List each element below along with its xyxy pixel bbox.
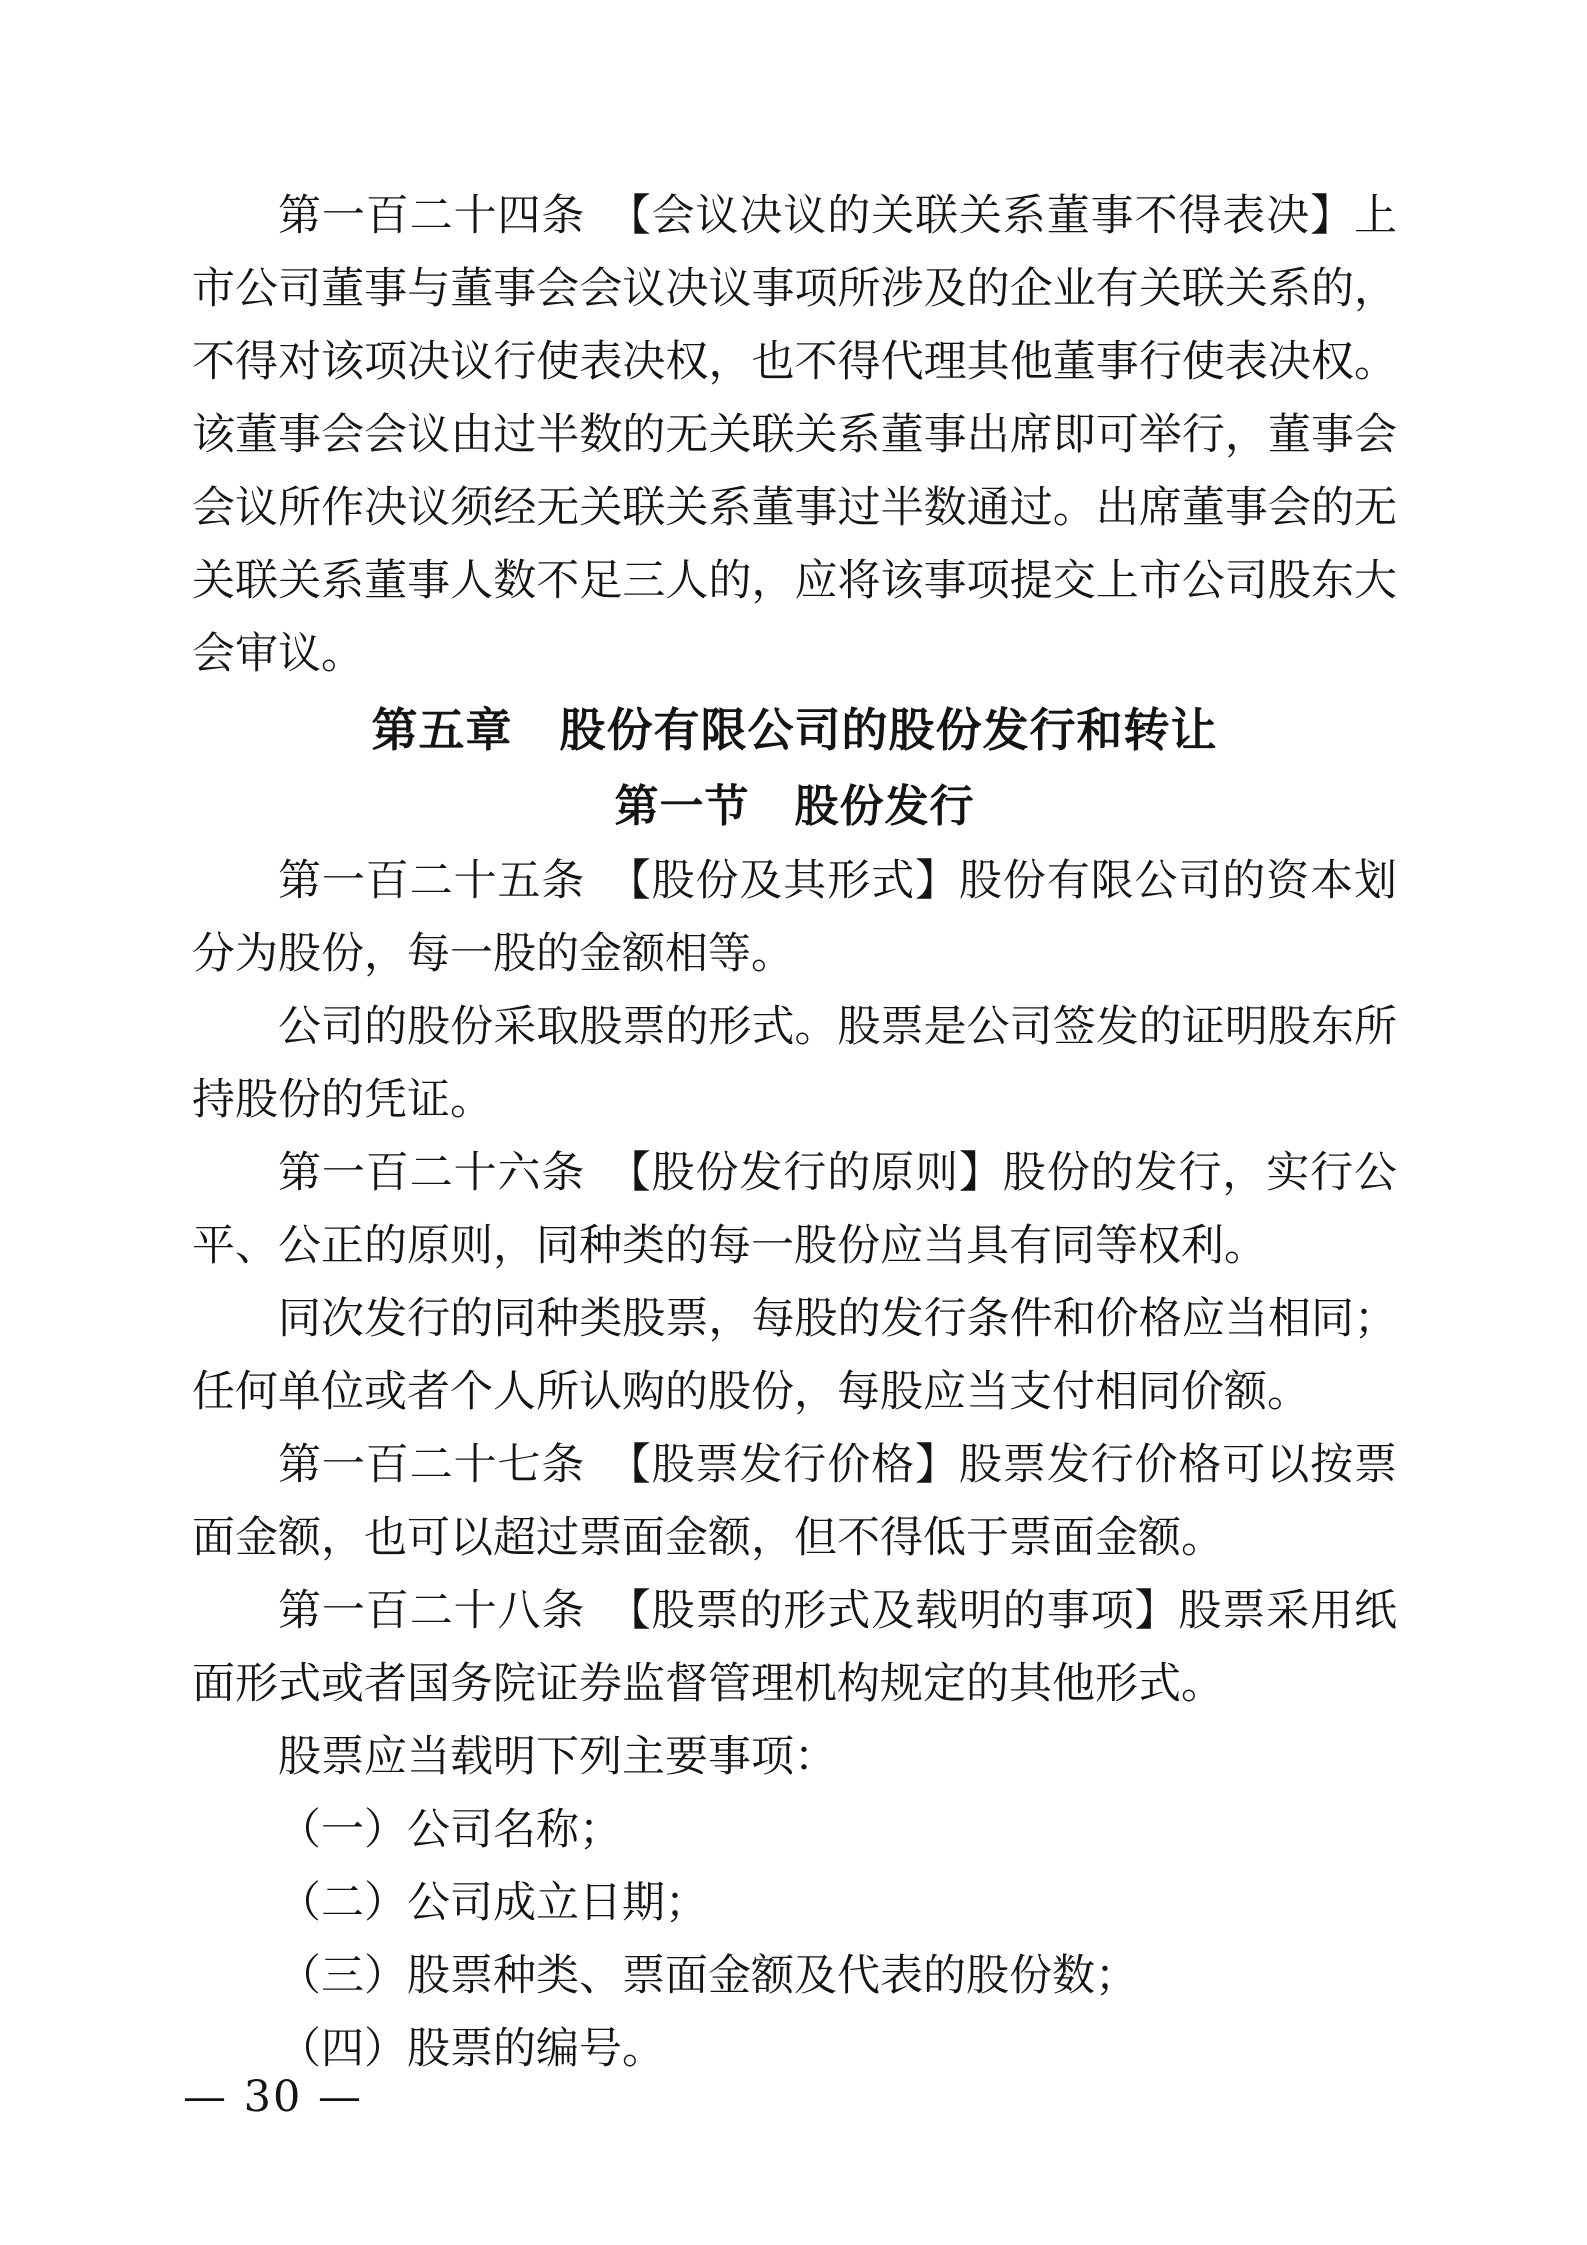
text-line: 第一百二十七条 【股票发行价格】股票发行价格可以按票 <box>278 1440 1397 1490</box>
text-line: 任何单位或者个人所认购的股份，每股应当支付相同价额。 <box>192 1367 1310 1417</box>
text-line: 市公司董事与董事会会议决议事项所涉及的企业有关联关系的， <box>192 264 1397 314</box>
text-line: 平、公正的原则，同种类的每一股份应当具有同等权利。 <box>192 1221 1267 1271</box>
paragraph <box>192 1575 1397 1721</box>
text-line: 第一百二十五条 【股份及其形式】股份有限公司的资本划 <box>278 856 1397 906</box>
section-heading: 第一节 股份发行 <box>614 781 975 832</box>
paragraph <box>192 1721 1397 1794</box>
text-line: 面形式或者国务院证券监督管理机构规定的其他形式。 <box>192 1659 1224 1709</box>
text-line: 关联关系董事人数不足三人的，应将该事项提交上市公司股东大 <box>192 556 1397 606</box>
text-line: （二）公司成立日期； <box>278 1878 708 1928</box>
text-line: 第一百二十八条 【股票的形式及载明的事项】股票采用纸 <box>278 1586 1397 1636</box>
paragraph <box>192 1940 1397 2013</box>
document-text <box>192 180 1397 2086</box>
text-line: （四）股票的编号。 <box>278 2024 665 2074</box>
text-line: 该董事会会议由过半数的无关联关系董事出席即可举行，董事会 <box>192 410 1397 460</box>
text-line: （一）公司名称； <box>278 1805 622 1855</box>
paragraph <box>192 1867 1397 1940</box>
paragraph <box>192 1137 1397 1283</box>
chapter-heading: 第五章 股份有限公司的股份发行和转让 <box>371 703 1218 757</box>
text-line: 持股份的凭证。 <box>192 1075 493 1125</box>
text-line: 会议所作决议须经无关联关系董事过半数通过。出席董事会的无 <box>192 483 1397 533</box>
text-line: 公司的股份采取股票的形式。股票是公司签发的证明股东所 <box>278 1002 1397 1052</box>
paragraph <box>192 1429 1397 1575</box>
text-line: 同次发行的同种类股票，每股的发行条件和价格应当相同； <box>278 1294 1397 1344</box>
paragraph <box>192 991 1397 1137</box>
text-line: 股票应当载明下列主要事项： <box>278 1732 837 1782</box>
text-line: 第一百二十六条 【股份发行的原则】股份的发行，实行公 <box>278 1148 1397 1198</box>
text-line: 不得对该项决议行使表决权，也不得代理其他董事行使表决权。 <box>192 337 1397 387</box>
text-line: 面金额，也可以超过票面金额，但不得低于票面金额。 <box>192 1513 1224 1563</box>
text-line: 会审议。 <box>192 629 364 679</box>
text-line: 分为股份，每一股的金额相等。 <box>192 929 794 979</box>
paragraph <box>192 1283 1397 1429</box>
text-line: （三）股票种类、票面金额及代表的股份数； <box>278 1951 1138 2001</box>
paragraph <box>192 845 1397 991</box>
page-number: — 30 — <box>183 2072 364 2122</box>
paragraph <box>192 2013 1397 2086</box>
paragraph <box>192 180 1397 691</box>
text-line: 第一百二十四条 【会议决议的关联关系董事不得表决】上 <box>278 191 1397 241</box>
paragraph <box>192 1794 1397 1867</box>
